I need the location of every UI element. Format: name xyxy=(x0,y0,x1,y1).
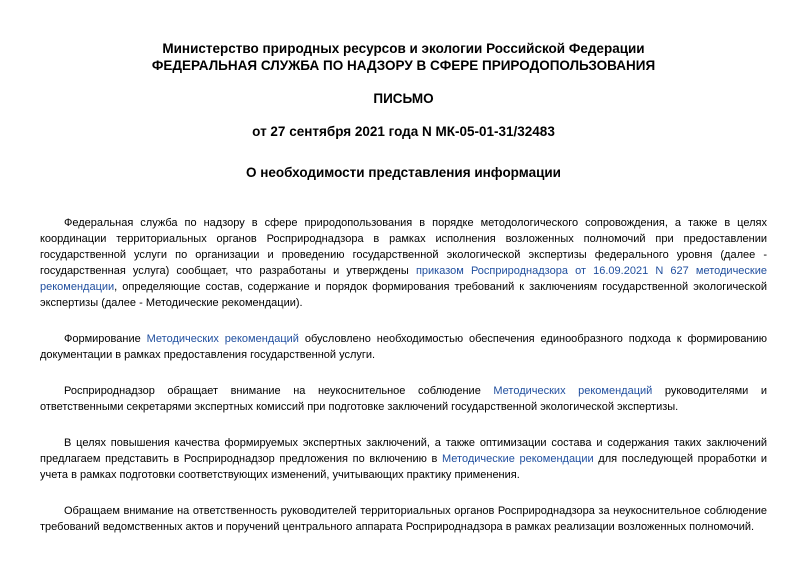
paragraph-2-text-end: обусловлено необходимостью обеспечения единообразного подхода к формированию документации в рамках предоставления государственной услуги. xyxy=(40,333,767,361)
paragraph-1-text-end: , определяющие состав, содержание и порядок формирования требований к заключениям государственной экологической экспертизы (далее - Методические рекомендации). xyxy=(40,281,767,309)
document-subject: О необходимости представления информации xyxy=(246,165,561,180)
paragraph-3 xyxy=(40,383,767,415)
document-header xyxy=(0,40,807,181)
paragraph-2-text-start: Формирование xyxy=(64,333,147,345)
paragraph-1-text-start: Федеральная служба по надзору в сфере природопользования в порядке методологического сопровождения, а также в целях координации территориальных органов Росприроднадзора в рамках исполнения возложенных полномочий при предоставлении государственной услуги по организации и проведению государственной экологической экспертизы федерального уровня (далее - государственная услуга) сообщает, что разработаны и утверждены xyxy=(40,217,767,277)
document-type: ПИСЬМО xyxy=(373,91,434,106)
guidelines-link-2[interactable]: Методических рекомендаций xyxy=(493,385,653,397)
paragraph-4-text-end: для последующей проработки и учета в рамках подготовки соответствующих изменений, учитывающих практику применения. xyxy=(40,453,767,481)
paragraph-3-text-end: руководителями и ответственными секретарями экспертных комиссий при подготовке заключений государственной экологической экспертизы. xyxy=(40,385,767,413)
document-body xyxy=(40,215,767,555)
service-name: ФЕДЕРАЛЬНАЯ СЛУЖБА ПО НАДЗОРУ В СФЕРЕ ПРИРОДОПОЛЬЗОВАНИЯ xyxy=(151,58,656,73)
document-date-number: от 27 сентября 2021 года N МК-05-01-31/32483 xyxy=(252,124,555,139)
paragraph-4-text-start: В целях повышения качества формируемых экспертных заключений, а также оптимизации состава и содержания таких заключений предлагаем представить в Росприроднадзор предложения по включению в xyxy=(40,437,767,465)
guidelines-link-1[interactable]: Методических рекомендаций xyxy=(146,333,299,345)
paragraph-5: Обращаем внимание на ответственность руководителей территориальных органов Росприроднадзора за неукоснительное соблюдение требований ведомственных актов и поручений центрального аппарата Росприроднадзора в рамках реализации возложенных полномочий. xyxy=(40,505,767,533)
ministry-name: Министерство природных ресурсов и экологии Российской Федерации xyxy=(162,41,645,56)
paragraph-1 xyxy=(40,215,767,311)
paragraph-2 xyxy=(40,331,767,363)
paragraph-4 xyxy=(40,435,767,483)
guidelines-link-3[interactable]: Методические рекомендации xyxy=(442,453,594,465)
order-627-link[interactable]: приказом Росприроднадзора от 16.09.2021 N 627 методические рекомендации xyxy=(40,265,768,293)
paragraph-3-text-start: Росприроднадзор обращает внимание на неукоснительное соблюдение xyxy=(64,385,494,397)
